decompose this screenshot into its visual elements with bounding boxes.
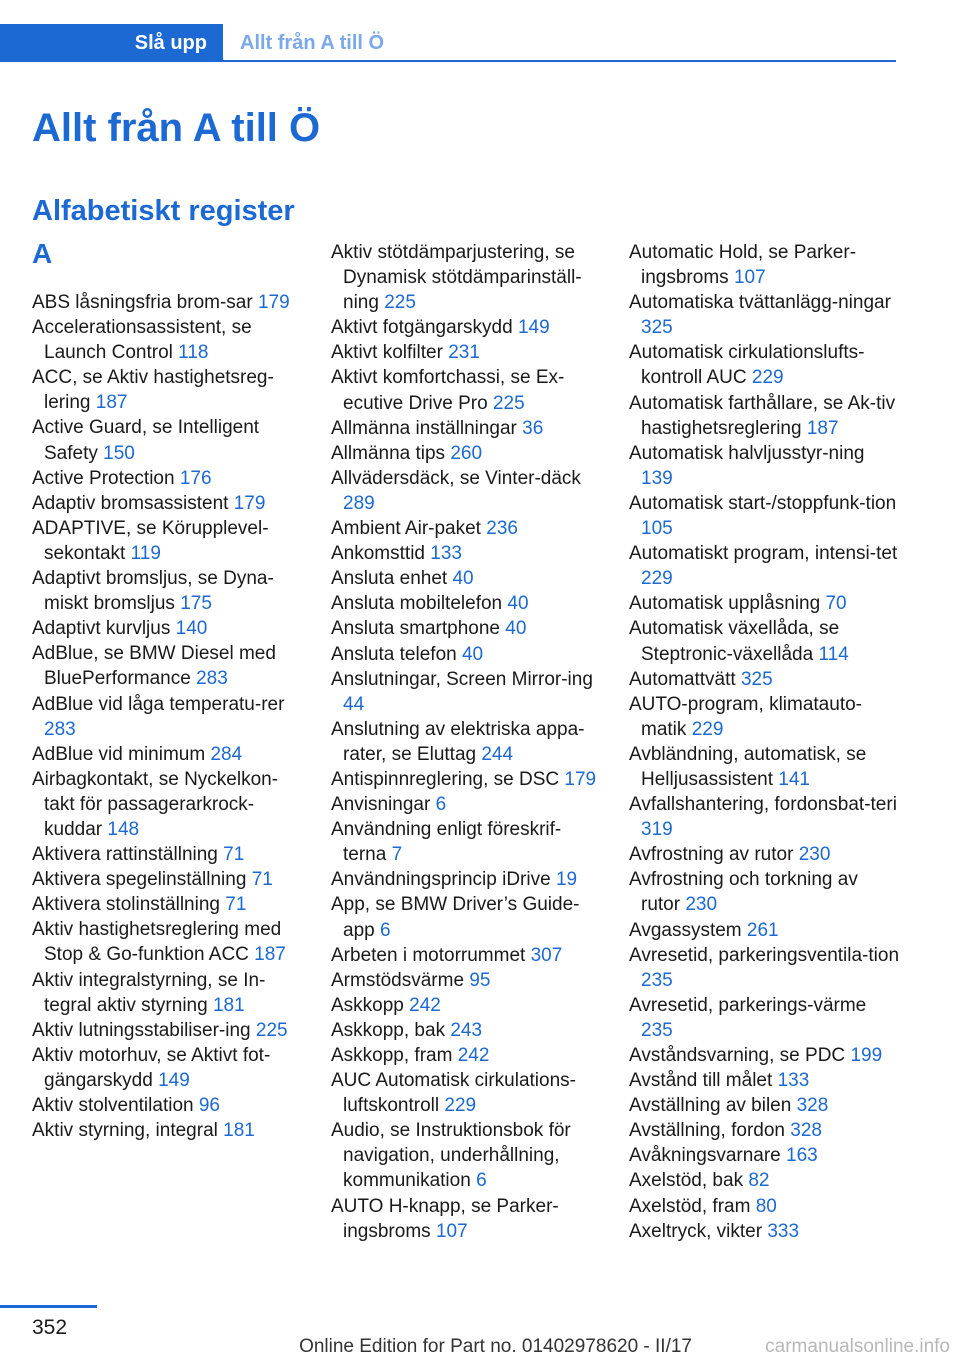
entry-text: Anslutning av elektriska appa-rater, se Eluttag: [331, 718, 585, 765]
index-entry: [629, 692, 901, 742]
index-entry: [331, 717, 603, 767]
entry-text: Automatiska tvättanlägg-ningar: [629, 292, 891, 314]
index-entry: [32, 415, 304, 465]
entry-text: AUTO-program, klimatauto-matik: [629, 693, 862, 740]
index-entry: [629, 867, 901, 917]
page-reference-link[interactable]: 150: [103, 442, 135, 464]
index-entry: [32, 1043, 304, 1093]
entry-text: Avställning av bilen: [629, 1095, 792, 1117]
entry-text: Avgassystem: [629, 919, 742, 941]
tab-look-up[interactable]: Slå upp: [0, 24, 223, 62]
entry-text: Automattvätt: [629, 668, 736, 690]
entry-text: Automatic Hold, se Parker-ingsbroms: [629, 242, 857, 289]
page-reference-link[interactable]: 229: [751, 367, 784, 389]
page-reference-link[interactable]: 242: [457, 1045, 490, 1066]
page-reference-link[interactable]: 40: [507, 593, 529, 615]
tab-a-to-z[interactable]: Allt från A till Ö: [240, 31, 385, 54]
entry-text: Allvädersdäck, se Vinter-däck: [331, 467, 581, 489]
page-reference-link[interactable]: 284: [210, 743, 243, 765]
index-entry: [629, 541, 901, 591]
page-reference-link[interactable]: 149: [517, 317, 550, 339]
entry-text: ADAPTIVE, se Körupplevel-sekontakt: [32, 517, 269, 564]
entry-text: Accelerationsassistent, se Launch Control: [32, 317, 252, 364]
entry-text: Avfrostning och torkning av rutor: [629, 869, 858, 916]
page-reference-link[interactable]: 283: [196, 668, 228, 690]
index-entry: [32, 365, 304, 415]
index-entry: [32, 1118, 304, 1143]
index-entry: [331, 867, 603, 892]
index-entry: [331, 365, 603, 415]
index-entry: [331, 441, 603, 466]
index-entry: [629, 1194, 901, 1219]
index-entry: [331, 667, 603, 717]
index-entry: [331, 566, 603, 591]
index-entry: [331, 340, 603, 365]
page-reference-link[interactable]: 119: [130, 542, 161, 564]
entry-text: Adaptivt bromsljus, se Dyna-miskt bromsljus: [32, 568, 274, 615]
entry-text: Avstånd till målet: [629, 1070, 773, 1092]
entry-text: Automatisk upplåsning: [629, 593, 821, 615]
page-reference-link[interactable]: 96: [198, 1095, 220, 1116]
page-reference-link[interactable]: 6: [435, 794, 447, 816]
entry-text: Aktiv styrning, integral: [32, 1120, 218, 1142]
page-reference-link[interactable]: 243: [450, 1019, 483, 1041]
entry-text: Avställning, fordon: [629, 1120, 785, 1142]
index-entry: [331, 591, 603, 616]
page-reference-link[interactable]: 82: [748, 1170, 770, 1192]
entry-text: Active Protection: [32, 467, 175, 489]
entry-text: Automatisk cirkulationslufts-kontroll AUC: [629, 342, 865, 389]
index-entry: [331, 817, 603, 867]
page-reference-link[interactable]: 105: [641, 518, 673, 540]
page-reference-link[interactable]: 70: [825, 593, 847, 615]
entry-text: Ankomsttid: [331, 543, 425, 565]
entry-text: Aktiv lutningsstabiliser-ing: [32, 1019, 251, 1041]
page-reference-link[interactable]: 179: [257, 292, 290, 313]
index-entry: [331, 792, 603, 817]
edition-note: Online Edition for Part no. 01402978620 - II/17: [299, 1336, 692, 1357]
entry-text: Ansluta smartphone: [331, 618, 500, 640]
index-entry: [629, 1219, 901, 1244]
index-entry: [629, 1093, 901, 1118]
page-reference-link[interactable]: 179: [233, 492, 266, 514]
page-reference-link[interactable]: 244: [481, 743, 514, 765]
watermark: carmanualsonline.info: [765, 1336, 950, 1357]
page-reference-link[interactable]: 225: [492, 392, 525, 414]
entry-text: Aktiv motorhuv, se Aktivt fot-gängarskydd: [32, 1044, 271, 1091]
index-entry: [331, 1018, 603, 1043]
index-entry: [32, 641, 304, 691]
entry-text: Armstödsvärme: [331, 969, 465, 991]
index-entry: [32, 290, 304, 315]
page-reference-link[interactable]: 261: [746, 919, 779, 941]
index-letter-heading: A: [32, 238, 53, 269]
index-entry: [32, 491, 304, 516]
page-reference-link[interactable]: 181: [223, 1120, 255, 1142]
entry-text: Avresetid, parkeringsventila-tion: [629, 944, 900, 966]
page-reference-link[interactable]: 163: [786, 1145, 818, 1167]
page-reference-link[interactable]: 140: [175, 618, 208, 640]
entry-text: AUC Automatisk cirkulations-luftskontroll: [331, 1070, 576, 1117]
index-entry: [32, 742, 304, 767]
entry-text: Aktivt kolfilter: [331, 342, 443, 364]
page-reference-link[interactable]: 118: [178, 342, 209, 364]
page-reference-link[interactable]: 289: [343, 492, 375, 514]
entry-text: Aktiv stolventilation: [32, 1095, 194, 1116]
index-entry: [629, 1068, 901, 1093]
entry-text: Automatiskt program, intensi-tet: [629, 543, 898, 565]
entry-text: Aktiv stötdämparjustering, se Dynamisk stötdämparinställ-ning: [331, 242, 582, 314]
index-entry: [32, 692, 304, 742]
page-reference-link[interactable]: 187: [806, 417, 839, 439]
entry-text: Aktiv integralstyrning, se In-tegral aktiv styrning: [32, 969, 266, 1016]
index-entry: [32, 767, 304, 842]
page-reference-link[interactable]: 176: [179, 467, 212, 489]
page-reference-link[interactable]: 225: [384, 292, 416, 314]
index-entry: [629, 1168, 901, 1193]
entry-text: Automatisk växellåda, se Steptronic-växellåda: [629, 618, 840, 665]
entry-text: AdBlue, se BMW Diesel med BluePerformance: [32, 643, 276, 690]
page-reference-link[interactable]: 95: [469, 969, 491, 991]
page-reference-link[interactable]: 187: [254, 944, 286, 966]
index-entry: [629, 993, 901, 1043]
entry-text: AUTO H-knapp, se Parker-ingsbroms: [331, 1195, 559, 1242]
index-column-2: [331, 240, 603, 1244]
index-entry: [32, 917, 304, 967]
entry-text: Aktiv hastighetsreglering med Stop & Go-funktion ACC: [32, 919, 282, 966]
index-entry: [331, 240, 603, 315]
page-reference-link[interactable]: 6: [379, 919, 391, 941]
entry-text: Axelstöd, bak: [629, 1170, 744, 1192]
entry-text: Ansluta telefon: [331, 643, 457, 665]
index-entry: [331, 616, 603, 641]
entry-text: Avåkningsvarnare: [629, 1145, 781, 1167]
page-reference-link[interactable]: 199: [850, 1045, 883, 1066]
index-entry: [331, 943, 603, 968]
page-reference-link[interactable]: 6: [476, 1170, 487, 1192]
page-reference-link[interactable]: 175: [180, 593, 212, 615]
entry-text: Allmänna tips: [331, 442, 446, 464]
index-entry: [331, 892, 603, 942]
page-reference-link[interactable]: 235: [641, 1019, 673, 1041]
entry-text: Avståndsvarning, se PDC: [629, 1045, 846, 1066]
entry-text: Axelstöd, fram: [629, 1195, 751, 1217]
entry-text: Ambient Air-paket: [331, 518, 481, 540]
entry-text: Axeltryck, vikter: [629, 1220, 763, 1242]
entry-text: Ansluta enhet: [331, 568, 448, 590]
index-entry: [32, 1018, 304, 1043]
page-reference-link[interactable]: 107: [435, 1220, 468, 1242]
index-entry: [32, 566, 304, 616]
entry-text: Airbagkontakt, se Nyckelkon-takt för passagerarkrock-kuddar: [32, 768, 279, 840]
entry-text: Aktivt fotgängarskydd: [331, 317, 513, 339]
index-entry: [629, 1118, 901, 1143]
page-reference-link[interactable]: 71: [225, 894, 247, 916]
entry-text: AdBlue vid minimum: [32, 743, 206, 765]
entry-text: Ansluta mobiltelefon: [331, 593, 503, 615]
index-entry: [331, 416, 603, 441]
page-reference-link[interactable]: 114: [818, 643, 849, 665]
entry-text: Audio, se Instruktionsbok för navigation, underhållning, kommunikation: [331, 1120, 571, 1192]
index-entry: [629, 340, 901, 390]
page-reference-link[interactable]: 40: [461, 643, 484, 665]
header-divider: [223, 60, 896, 62]
entry-text: Avfrostning av rutor: [629, 844, 794, 866]
index-entry: [32, 315, 304, 365]
page-reference-link[interactable]: 7: [391, 844, 403, 866]
entry-text: Adaptivt kurvljus: [32, 618, 171, 640]
page-reference-link[interactable]: 230: [685, 894, 718, 916]
entry-text: Allmänna inställningar: [331, 417, 517, 439]
index-entry: [32, 516, 304, 566]
page-reference-link[interactable]: 235: [641, 969, 673, 991]
entry-text: Användning enligt föreskrif-terna: [331, 819, 562, 866]
page-reference-link[interactable]: 44: [343, 693, 365, 715]
index-entry: [32, 842, 304, 867]
entry-text: Askkopp, fram: [331, 1045, 453, 1066]
index-entry: [629, 240, 901, 290]
page-reference-link[interactable]: 325: [740, 668, 773, 690]
page-reference-link[interactable]: 141: [778, 768, 810, 790]
entry-text: Anvisningar: [331, 794, 431, 816]
index-entry: [331, 767, 603, 792]
index-entry: [331, 466, 603, 516]
entry-text: Anslutningar, Screen Mirror-ing: [331, 668, 593, 690]
page-reference-link[interactable]: 333: [767, 1220, 800, 1242]
index-entry: [331, 642, 603, 667]
page-reference-link[interactable]: 40: [452, 568, 474, 590]
page-reference-link[interactable]: 283: [44, 718, 76, 740]
index-entry: [32, 1093, 304, 1118]
index-entry: [32, 466, 304, 491]
page-reference-link[interactable]: 139: [641, 467, 673, 489]
index-entry: [32, 968, 304, 1018]
page-reference-link[interactable]: 80: [755, 1195, 777, 1217]
page-title: Allt från A till Ö: [32, 106, 321, 150]
entry-text: Automatisk start-/stoppfunk-tion: [629, 492, 897, 514]
index-column-1: [32, 290, 304, 1143]
entry-text: Aktivt komfortchassi, se Ex-ecutive Drive Pro: [331, 367, 565, 414]
index-entry: [629, 491, 901, 541]
index-entry: [629, 918, 901, 943]
index-entry: [331, 1118, 603, 1193]
page-reference-link[interactable]: 19: [555, 869, 578, 891]
page-reference-link[interactable]: 242: [409, 994, 441, 1016]
page-reference-link[interactable]: 40: [505, 618, 527, 640]
index-entry: [629, 290, 901, 340]
index-entry: [629, 591, 901, 616]
section-title: Alfabetiskt register: [32, 195, 295, 227]
page-reference-link[interactable]: 236: [486, 518, 518, 540]
page-reference-link[interactable]: 181: [212, 994, 245, 1016]
index-entry: [32, 892, 304, 917]
entry-text: Antispinnreglering, se DSC: [331, 768, 560, 790]
entry-text: Avfallshantering, fordonsbat-teri: [629, 794, 897, 816]
page-reference-link[interactable]: 225: [255, 1019, 288, 1041]
index-entry: [629, 391, 901, 441]
index-entry: [331, 315, 603, 340]
index-entry: [331, 541, 603, 566]
entry-text: Askkopp: [331, 994, 404, 1016]
page-reference-link[interactable]: 307: [530, 944, 563, 966]
page-reference-link[interactable]: 133: [430, 543, 462, 565]
index-entry: [629, 842, 901, 867]
entry-text: ABS låsningsfria brom-sar: [32, 292, 253, 313]
entry-text: Arbeten i motorrummet: [331, 944, 526, 966]
page-reference-link[interactable]: 229: [641, 568, 673, 590]
entry-text: Avbländning, automatisk, se Helljusassistent: [629, 743, 867, 790]
entry-text: App, se BMW Driver’s Guide-app: [331, 894, 580, 941]
page-reference-link[interactable]: 107: [733, 267, 766, 289]
index-entry: [629, 943, 901, 993]
index-entry: [331, 993, 603, 1018]
entry-text: ACC, se Aktiv hastighetsreg-lering: [32, 367, 274, 414]
entry-text: AdBlue vid låga temperatu-rer: [32, 693, 285, 715]
index-entry: [331, 1043, 603, 1068]
index-entry: [629, 616, 901, 666]
entry-text: Aktivera stolinställning: [32, 894, 220, 916]
entry-text: Avresetid, parkerings-värme: [629, 994, 867, 1016]
page-reference-link[interactable]: 229: [444, 1095, 477, 1117]
page-reference-link[interactable]: 231: [448, 342, 480, 364]
index-entry: [32, 867, 304, 892]
page-reference-link[interactable]: 179: [564, 768, 597, 790]
page-reference-link[interactable]: 148: [107, 818, 140, 840]
index-entry: [32, 616, 304, 641]
page-reference-link[interactable]: 230: [798, 844, 831, 866]
index-entry: [629, 742, 901, 792]
index-entry: [331, 516, 603, 541]
entry-text: Askkopp, bak: [331, 1019, 446, 1041]
page-reference-link[interactable]: 187: [95, 392, 128, 414]
index-entry: [629, 1043, 901, 1068]
page-number: 352: [32, 1316, 68, 1339]
index-entry: [331, 968, 603, 993]
entry-text: Adaptiv bromsassistent: [32, 492, 229, 514]
top-navigation: [0, 24, 896, 62]
page-reference-link[interactable]: 229: [691, 718, 724, 740]
index-entry: [331, 1194, 603, 1244]
page-reference-link[interactable]: 319: [641, 819, 673, 841]
page-reference-link[interactable]: 328: [796, 1095, 829, 1117]
page-reference-link[interactable]: 325: [641, 317, 673, 339]
page-reference-link[interactable]: 149: [158, 1069, 190, 1091]
entry-text: Automatisk farthållare, se Ak-tiv hastighetsreglering: [629, 392, 896, 439]
page-reference-link[interactable]: 71: [251, 869, 273, 891]
page-reference-link[interactable]: 133: [777, 1070, 810, 1092]
index-entry: [629, 792, 901, 842]
entry-text: Aktivera spegelinställning: [32, 869, 247, 891]
index-entry: [331, 1068, 603, 1118]
page-reference-link[interactable]: 36: [522, 417, 544, 439]
index-entry: [629, 441, 901, 491]
footer-divider: [0, 1305, 97, 1308]
page-reference-link[interactable]: 328: [790, 1120, 822, 1142]
entry-text: Active Guard, se Intelligent Safety: [32, 417, 260, 464]
index-column-3: [629, 240, 901, 1244]
entry-text: Aktivera rattinställning: [32, 844, 218, 866]
index-entry: [629, 1143, 901, 1168]
entry-text: Automatisk halvljusstyr-ning: [629, 442, 865, 464]
index-entry: [629, 667, 901, 692]
entry-text: Användningsprincip iDrive: [331, 869, 551, 891]
page-reference-link[interactable]: 260: [450, 442, 483, 464]
page-reference-link[interactable]: 71: [223, 844, 245, 866]
